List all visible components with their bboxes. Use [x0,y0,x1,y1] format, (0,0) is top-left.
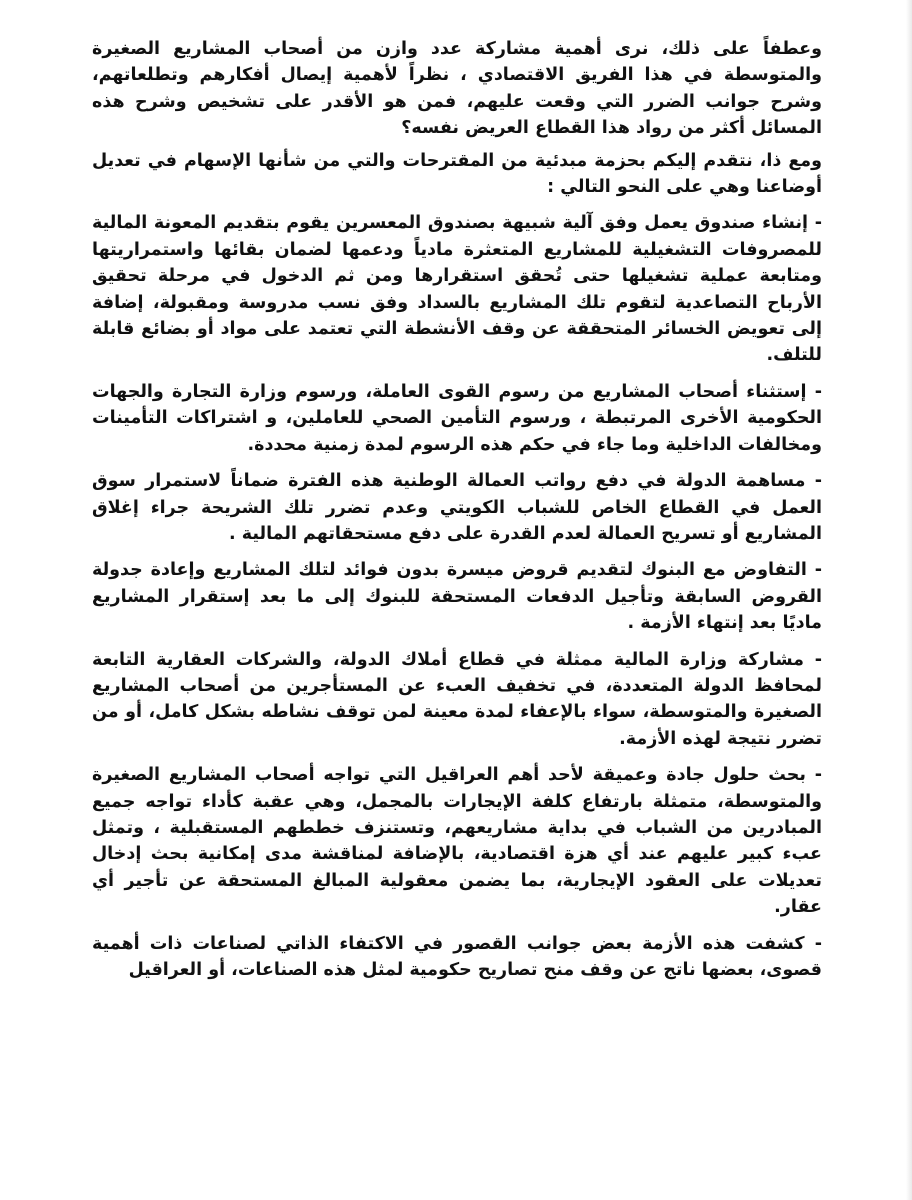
proposal-fund-item: - إنشاء صندوق يعمل وفق آلية شبيهة بصندوق المعسرين يقوم بتقديم المعونة المالية للمصروفات التشغيلية للمشاريع المتعثرة مادياً ودعمها لضمان بقائها واستمراريتها ومتابعة عملية تشغيلها حتى تُحقق استقرارها ومن ثم الدخول في مرحلة تحقيق الأرباح التصاعدية لتقوم تلك المشاريع بالسداد وفق نسب مدروسة ومقبولة، إضافة إلى تعويض الخسائر المتحققة عن وقف الأنشطة التي تعتمد على مواد أو بضائع قابلة للتلف. [92,213,822,366]
page-edge-shadow [906,0,912,1200]
proposal-bank-loans-item: - التفاوض مع البنوك لتقديم قروض ميسرة بدون فوائد لتلك المشاريع وإعادة جدولة القروض السابقة وتأجيل الدفعات المستحقة للبنوك إلى ما بعد إستقرار المشاريع ماديًا بعد إنتهاء الأزمة . [92,560,822,634]
proposal-salary-support-item: - مساهمة الدولة في دفع رواتب العمالة الوطنية هذه الفترة ضماناً لاستمرار سوق العمل في القطاع الخاص للشباب الكويتي وعدم تضرر تلك الشريحة جراء إغلاق المشاريع أو تسريح العمالة لعدم القدرة على دفع مستحقاتهم المالية . [92,471,822,544]
document-body [92,36,822,993]
proposal-state-properties-item: - مشاركة وزارة المالية ممثلة في قطاع أملاك الدولة، والشركات العقارية التابعة لمحافظ الدولة المتعددة، في تخفيف العبء عن المستأجرين من أصحاب المشاريع الصغيرة والمتوسطة، سواء بالإعفاء لمدة معينة لمن توقف نشاطه بشكل كامل، أو من تضرر نتيجة لهذه الأزمة. [92,649,822,749]
proposal-rent-costs-item: - بحث حلول جادة وعميقة لأحد أهم العراقيل التي تواجه أصحاب المشاريع الصغيرة والمتوسطة، متمثلة بارتفاع كلفة الإيجارات بالمجمل، وهي عقبة كأداء تواجه جميع المبادرين من الشباب في بداية مشاريعهم، وتستنزف خططهم المستقبلية ، وتمثل عبء كبير عليهم عند أي هزة اقتصادية، بالإضافة لمناقشة مدى إمكانية بحث إدخال تعديلات على العقود الإيجارية، بما يضمن معقولية المبالغ المستحقة عن تأجير أي عقار. [92,765,822,918]
proposal-self-sufficiency-item: - كشفت هذه الأزمة بعض جوانب القصور في الاكتفاء الذاتي لصناعات ذات أهمية قصوى، بعضها ناتج عن وقف منح تصاريح حكومية لمثل هذه الصناعات، أو العراقيل [92,933,822,980]
proposal-fee-exemption-item: - إستثناء أصحاب المشاريع من رسوم القوى العاملة، ورسوم وزارة التجارة والجهات الحكومية الأخرى المرتبطة ، ورسوم التأمين الصحي للعاملين، و اشتراكات التأمينات ومخالفات الداخلية وما جاء في حكم هذه الرسوم لمدة زمنية محددة. [92,381,822,455]
intro-paragraph: وعطفاً على ذلك، نرى أهمية مشاركة عدد وازن من أصحاب المشاريع الصغيرة والمتوسطة في هذا الفريق الاقتصادي ، نظراً لأهمية إيصال أفكارهم وتطلعاتهم، وشرح جوانب الضرر التي وقعت عليهم، فمن هو الأقدر على تشخيص وشرح هذه المسائل أكثر من رواد هذا القطاع العريض نفسه؟ [92,39,822,139]
proposals-intro-paragraph: ومع ذا، نتقدم إليكم بحزمة مبدئية من المقترحات والتي من شأنها الإسهام في تعديل أوضاعنا وهي على النحو التالي : [92,150,822,198]
